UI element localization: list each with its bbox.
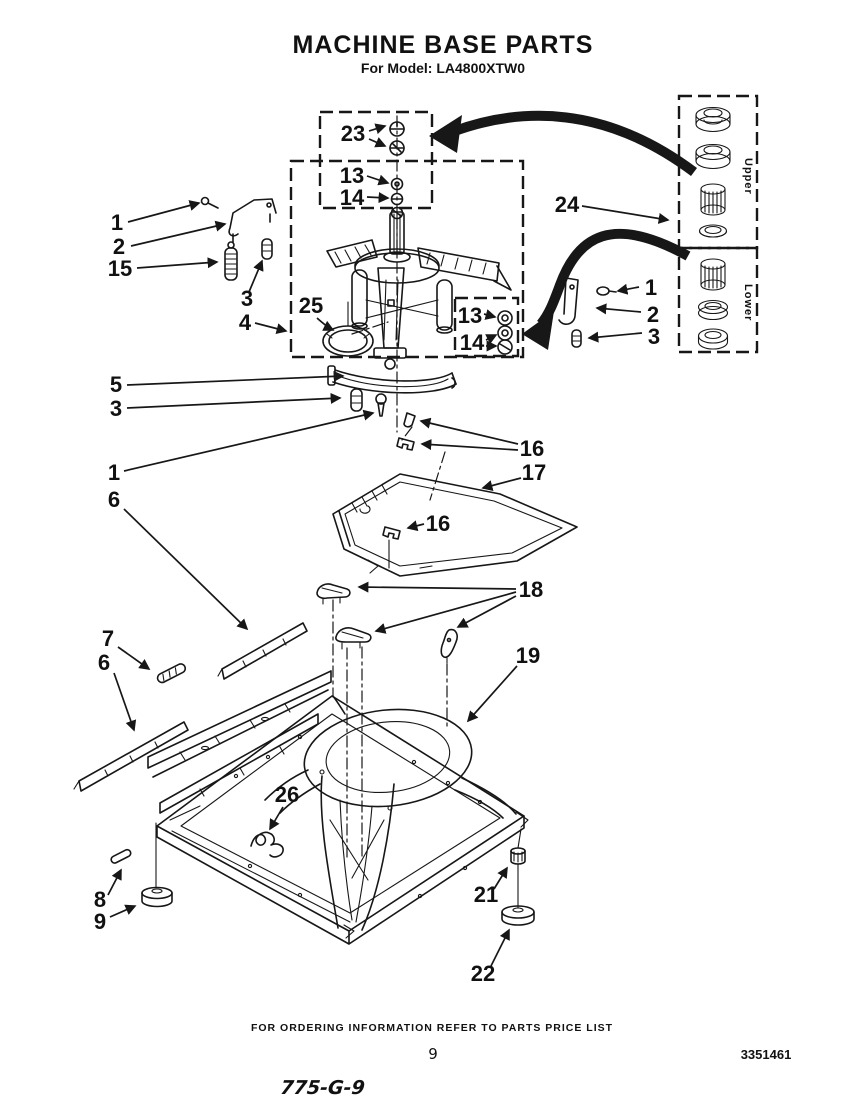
counterweight-plate: [333, 474, 577, 576]
callout-9: 9: [93, 909, 107, 934]
callout-25: 25: [298, 293, 324, 318]
plate-code: 775-G-9: [279, 1077, 366, 1099]
callout-13: 13: [457, 303, 483, 328]
callout-21: 21: [473, 882, 499, 907]
left-foot-assembly: [110, 806, 200, 907]
callout-14: 14: [459, 330, 485, 355]
page-title: MACHINE BASE PARTS: [292, 31, 594, 59]
gearcase-assembly: [327, 212, 511, 432]
callout-13: 13: [339, 163, 365, 188]
lower-bearing-parts: [699, 259, 728, 349]
callout-2: 2: [112, 234, 126, 259]
callout-17: 17: [521, 460, 547, 485]
callout-8: 8: [93, 887, 107, 912]
callout-1: 1: [644, 275, 658, 300]
gearcase-dashed-box: [291, 161, 523, 357]
callout-1: 1: [110, 210, 124, 235]
wire-clip-part: [251, 832, 283, 857]
callout-16: 16: [425, 511, 451, 536]
callout-22: 22: [470, 961, 496, 986]
page-number: 9: [428, 1045, 438, 1063]
callout-4: 4: [238, 310, 252, 335]
callout-5: 5: [109, 372, 123, 397]
suspension-pads: [317, 584, 457, 858]
upper-bearing-parts: [696, 108, 730, 238]
page-subtitle: For Model: LA4800XTW0: [360, 60, 526, 76]
lower-bearing-flow-arrow: [522, 234, 688, 350]
callout-3: 3: [240, 286, 254, 311]
callout-2: 2: [646, 302, 660, 327]
callout-24: 24: [554, 192, 580, 217]
callout-26: 26: [274, 782, 300, 807]
callout-6: 6: [97, 650, 111, 675]
callout-7: 7: [101, 626, 115, 651]
shaft-cap-and-washers: [390, 116, 404, 219]
mounting-clips: [383, 413, 445, 568]
upper-bearing-label: Upper: [742, 158, 754, 195]
callout-6: 6: [107, 487, 121, 512]
callout-15: 15: [107, 256, 133, 281]
ordering-note: FOR ORDERING INFORMATION REFER TO PARTS PRICE LIST: [250, 1022, 614, 1034]
callout-16: 16: [519, 436, 545, 461]
right-foot-assembly: [502, 829, 534, 925]
callout-18: 18: [518, 577, 544, 602]
document-number: 3351461: [740, 1047, 792, 1062]
washer-stack-detail: [498, 311, 512, 354]
callout-14: 14: [339, 185, 365, 210]
callout-23: 23: [340, 121, 366, 146]
callout-3: 3: [109, 396, 123, 421]
upper-bearing-flow-arrow: [429, 115, 694, 172]
left-bracket-cluster: [202, 198, 277, 281]
brace-strap-part: [328, 366, 456, 416]
callout-19: 19: [515, 643, 541, 668]
callout-3: 3: [647, 324, 661, 349]
callout-1: 1: [107, 460, 121, 485]
lower-bearing-label: Lower: [742, 284, 754, 322]
